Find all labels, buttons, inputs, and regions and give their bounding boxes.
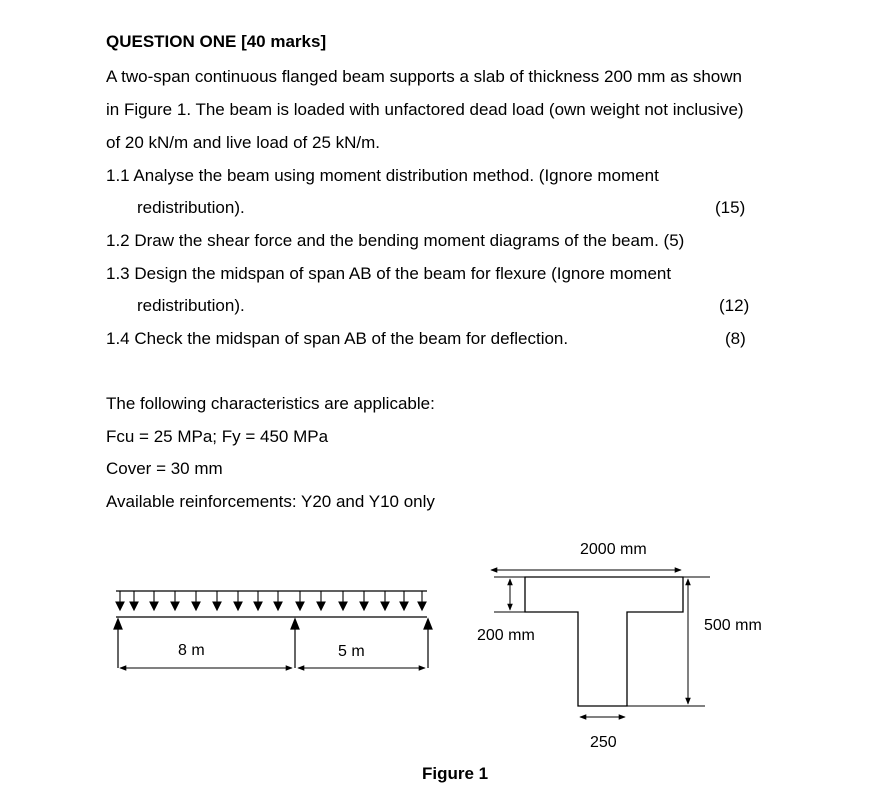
beam-diagram <box>114 591 432 668</box>
overall-depth-label: 500 mm <box>704 617 762 634</box>
support-c <box>424 619 432 668</box>
question-heading: QUESTION ONE [40 marks] <box>106 32 327 51</box>
intro-line-1: A two-span continuous flanged beam supports a slab of thickness 200 mm as shown <box>106 67 742 86</box>
intro-line-2: in Figure 1. The beam is loaded with unfactored dead load (own weight not inclusive) <box>106 100 744 119</box>
part-1-1-text-cont: redistribution). <box>137 198 245 217</box>
available-reinforcement: Available reinforcements: Y20 and Y10 only <box>106 492 435 511</box>
characteristics-intro: The following characteristics are applicable: <box>106 394 435 413</box>
span-2-label: 5 m <box>338 643 365 660</box>
part-1-2-text: 1.2 Draw the shear force and the bending moment diagrams of the beam. (5) <box>106 231 685 250</box>
part-1-1-text: 1.1 Analyse the beam using moment distribution method. (Ignore moment <box>106 166 659 185</box>
part-1-3-text: 1.3 Design the midspan of span AB of the beam for flexure (Ignore moment <box>106 264 672 283</box>
support-b <box>291 619 299 668</box>
part-1-4-text: 1.4 Check the midspan of span AB of the beam for deflection. <box>106 329 569 348</box>
figure-caption: Figure 1 <box>422 764 489 783</box>
part-1-4-marks: (8) <box>725 329 746 348</box>
concrete-cover: Cover = 30 mm <box>106 459 223 478</box>
part-1-1-marks: (15) <box>715 198 746 217</box>
part-1-3-text-cont: redistribution). <box>137 296 245 315</box>
flange-width-label: 2000 mm <box>580 541 647 558</box>
span-1-label: 8 m <box>178 642 205 659</box>
intro-line-3: of 20 kN/m and live load of 25 kN/m. <box>106 133 381 152</box>
udl-arrows <box>116 591 426 610</box>
flange-thickness-label: 200 mm <box>477 627 535 644</box>
material-strengths: Fcu = 25 MPa; Fy = 450 MPa <box>106 427 329 446</box>
t-section <box>477 541 762 751</box>
web-width-label: 250 <box>590 734 617 751</box>
t-section-outline <box>525 577 683 706</box>
part-1-3-marks: (12) <box>719 296 750 315</box>
support-a <box>114 619 122 668</box>
